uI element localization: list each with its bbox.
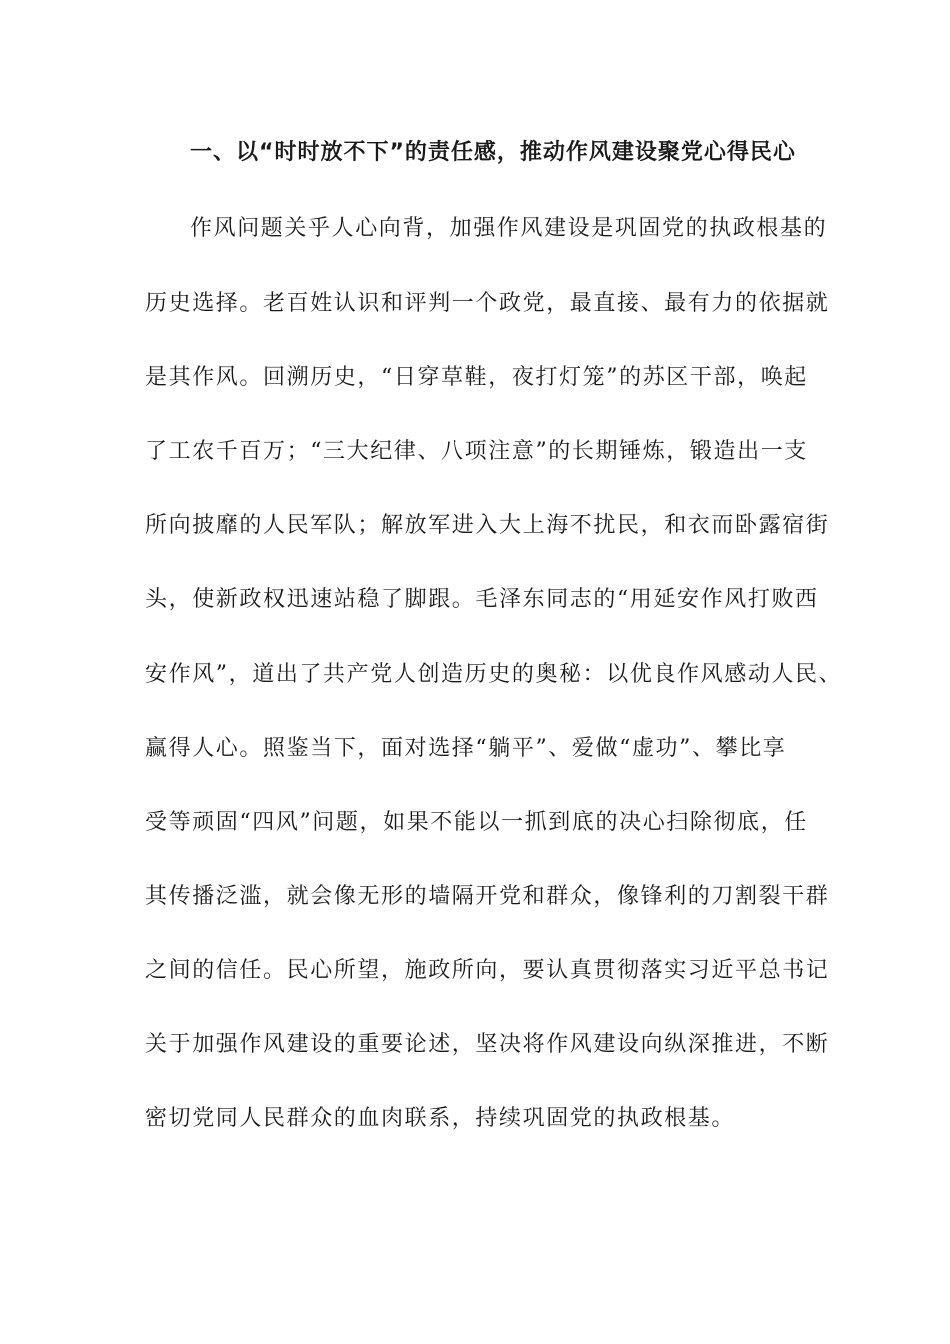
paragraph-line: 了工农千百万；“三大纪律、八项注意”的长期锤炼，锻造出一支 xyxy=(145,439,808,464)
paragraph-line: 赢得人心。照鉴当下，面对选择“躺平”、爱做“虚功”、攀比享 xyxy=(145,736,787,761)
paragraph-line: 历史选择。老百姓认识和评判一个政党，最直接、最有力的依据就 xyxy=(145,291,830,316)
paragraph-line: 是其作风。回溯历史，“日穿草鞋，夜打灯笼”的苏区干部，唤起 xyxy=(145,365,808,390)
paragraph-line: 其传播泛滥，就会像无形的墙隔开党和群众，像锋利的刀割裂干群 xyxy=(145,884,830,909)
section-heading: 一、以“时时放不下”的责任感，推动作风建设聚党心得民心 xyxy=(190,140,796,165)
paragraph-line: 之间的信任。民心所望，施政所向，要认真贯彻落实习近平总书记 xyxy=(145,958,830,983)
paragraph-line: 作风问题关乎人心向背，加强作风建设是巩固党的执政根基的 xyxy=(190,216,828,241)
paragraph-line: 关于加强作风建设的重要论述，坚决将作风建设向纵深推进，不断 xyxy=(145,1032,830,1057)
paragraph-line: 头，使新政权迅速站稳了脚跟。毛泽东同志的“用延安作风打败西 xyxy=(145,587,819,612)
paragraph-line: 密切党同人民群众的血肉联系，持续巩固党的执政根基。 xyxy=(145,1106,736,1131)
paragraph-line: 所向披靡的人民军队；解放军进入大上海不扰民，和衣而卧露宿街 xyxy=(145,513,830,538)
paragraph-line: 安作风”，道出了共产党人创造历史的奥秘：以优良作风感动人民、 xyxy=(145,662,843,687)
paragraph-line: 受等顽固“四风”问题，如果不能以一抓到底的决心扫除彻底，任 xyxy=(145,810,808,835)
